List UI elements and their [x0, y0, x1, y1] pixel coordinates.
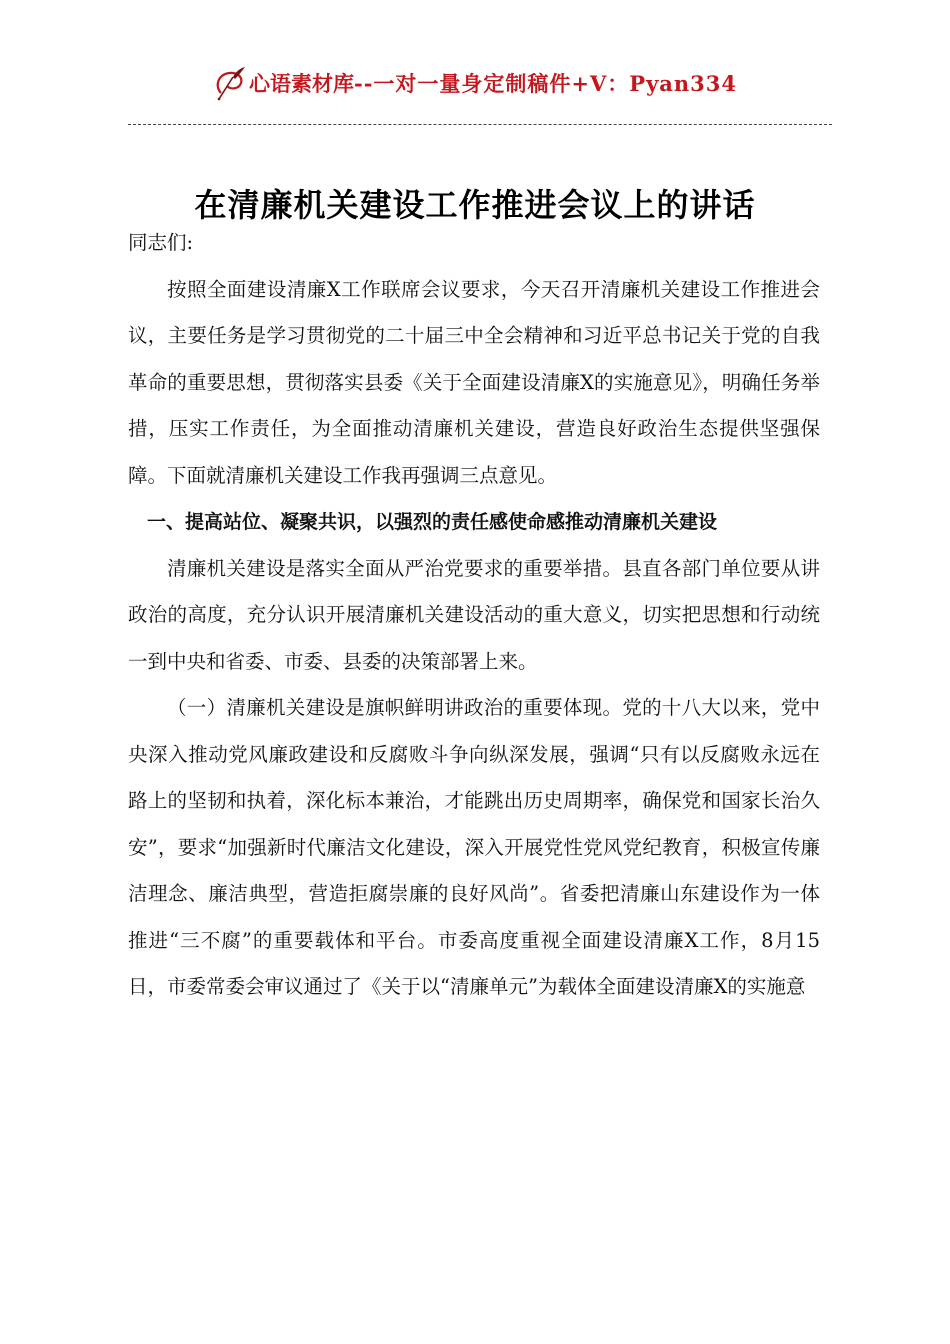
salutation: 同志们:: [128, 231, 194, 254]
quill-pen-swirl-icon: [213, 63, 247, 103]
section-1-paragraph: 清廉机关建设是落实全面从严治党要求的重要举措。县直各部门单位要从讲政治的高度，充分认识开展清廉机关建设活动的重大意义，切实把思想和行动统一到中央和省委、市委、县委的决策部署上来。: [128, 556, 820, 673]
intro-paragraph: 按照全面建设清廉X工作联席会议要求，今天召开清廉机关建设工作推进会议，主要任务是学习贯彻党的二十届三中全会精神和习近平总书记关于党的自我革命的重要思想，贯彻落实县委《关于全面建设清廉X的实施意见》，明确任务举措，压实工作责任，为全面推动清廉机关建设，营造良好政治生态提供坚强保障。下面就清廉机关建设工作我再强调三点意见。: [128, 277, 820, 487]
header-banner: [213, 63, 737, 103]
header-slogan: --一对一量身定制稿件+V：Pyan334: [353, 71, 738, 96]
document-body: [128, 220, 820, 1011]
header-divider: [128, 124, 832, 125]
brand-name: 心语素材库: [248, 71, 354, 96]
subsection-1-paragraph: （一）清廉机关建设是旗帜鲜明讲政治的重要体现。党的十八大以来，党中央深入推动党风廉政建设和反腐败斗争向纵深发展，强调“只有以反腐败永远在路上的坚韧和执着，深化标本兼治，才能跳出历史周期率，确保党和国家长治久安”，要求“加强新时代廉洁文化建设，深入开展党性党风党纪教育，积极宣传廉洁理念、廉洁典型，营造拒腐崇廉的良好风尚”。省委把清廉山东建设作为一体推进“三不腐”的重要载体和平台。市委高度重视全面建设清廉X工作，8月15日，市委常委会审议通过了《关于以“清廉单元”为载体全面建设清廉X的实施意: [128, 696, 820, 998]
document-title: 在清廉机关建设工作推进会议上的讲话: [194, 186, 756, 224]
page-header: [0, 58, 950, 108]
section-heading-1: 一、提高站位、凝聚共识，以强烈的责任感使命感推动清廉机关建设: [147, 511, 718, 533]
